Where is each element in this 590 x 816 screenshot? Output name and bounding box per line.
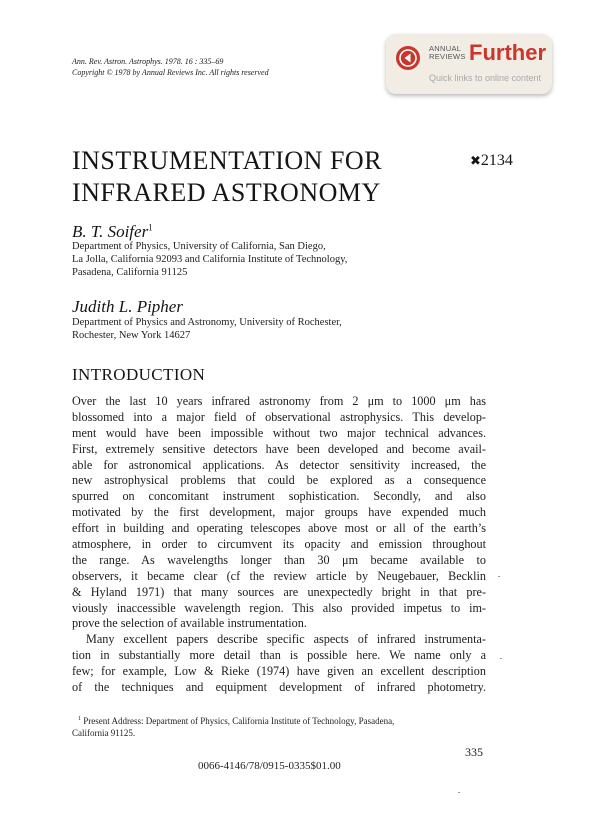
scan-speck <box>500 658 502 659</box>
author-1-footnote-mark: 1 <box>148 222 153 233</box>
banner-publisher <box>429 45 469 61</box>
footnote <box>72 713 490 739</box>
citation-line-1: Ann. Rev. Astron. Astrophys. 1978. 16 : 335–69 <box>72 57 224 66</box>
affiliation-line: Rochester, New York 14627 <box>72 330 191 341</box>
footnote-mark: 1 <box>78 716 81 722</box>
further-banner[interactable] <box>386 34 552 94</box>
catalog-stamp <box>470 152 513 170</box>
text-line: atmosphere, in order to circumvent its opacity and emission throughout <box>72 537 486 552</box>
footnote-line: California 91125. <box>72 728 136 738</box>
text-line: tion in substantially more detail than is possible here. We name only a <box>72 648 486 663</box>
text-line: prove the selection of available instrumentation. <box>72 616 307 631</box>
citation-line-2: Copyright © 1978 by Annual Reviews Inc. All rights reserved <box>72 68 269 77</box>
text-line: ment would have been impossible without two major technical advances. <box>72 425 486 440</box>
text-line: observers, it became clear (cf the review article by Neugebauer, Becklin <box>72 568 486 583</box>
banner-reviews-label: REVIEWS <box>429 52 466 61</box>
text-line: motivated by the first development, major groups have expended much <box>72 505 486 520</box>
title-line-2: INFRARED ASTRONOMY <box>72 178 381 207</box>
author-1-name: B. T. Soifer <box>72 222 149 241</box>
text-line: spurred on concomitant instrument sophistication. Secondly, and also <box>72 489 486 504</box>
cross-mark-icon: ✖ <box>470 153 481 168</box>
text-line: viously inaccessible wavelength region. This also provided impetus to im- <box>72 600 486 615</box>
page-number: 335 <box>465 745 483 759</box>
author-name <box>72 222 153 242</box>
section-heading: INTRODUCTION <box>72 365 206 384</box>
text-line: effort in building and operating telescopes above most or all of the earth’s <box>72 521 486 536</box>
article-title <box>72 145 382 209</box>
body-text <box>72 394 486 696</box>
text-line: First, extremely sensitive detectors have been developed and become avail- <box>72 441 486 456</box>
text-line: able for astronomical applications. As detector sensitivity increased, the <box>72 457 486 472</box>
author-affiliation <box>72 316 342 342</box>
text-line: blossomed into a major field of observational astrophysics. This develop- <box>72 409 486 424</box>
document-code: 0066-4146/78/0915-0335$01.00 <box>198 760 341 772</box>
text-line: of the techniques and equipment development of infrared photometry. <box>72 680 486 695</box>
text-line: Many excellent papers describe specific aspects of infrared instrumenta- <box>86 632 486 647</box>
author-2-name: Judith L. Pipher <box>72 297 183 316</box>
play-back-icon <box>396 46 420 70</box>
banner-subtitle: Quick links to online content <box>429 73 542 83</box>
affiliation-line: Pasadena, California 91125 <box>72 267 188 278</box>
text-line: new astrophysical problems that could be explored as a consequence <box>72 473 486 488</box>
scan-speck <box>458 792 460 793</box>
text-line: the range. As wavelengths longer than 30 μm became available to <box>72 552 486 567</box>
affiliation-line: La Jolla, California 92093 and California Institute of Technology, <box>72 254 348 265</box>
banner-further-label: Further <box>469 40 546 65</box>
title-line-1: INSTRUMENTATION FOR <box>72 146 383 175</box>
stamp-number: 2134 <box>480 152 513 169</box>
affiliation-line: Department of Physics and Astronomy, University of Rochester, <box>72 317 342 328</box>
banner-annual-label: ANNUAL <box>429 44 462 53</box>
author-affiliation <box>72 240 347 279</box>
journal-citation <box>72 56 269 78</box>
text-line: few; for example, Low & Rieke (1974) have given an excellent description <box>72 664 486 679</box>
author-name <box>72 297 183 317</box>
text-line: Over the last 10 years infrared astronomy from 2 μm to 1000 μm has <box>72 394 486 408</box>
affiliation-line: Department of Physics, University of California, San Diego, <box>72 241 326 252</box>
footnote-line: Present Address: Department of Physics, California Institute of Technology, Pasadena, <box>83 716 395 726</box>
scan-speck <box>498 576 500 577</box>
text-line: & Hyland 1971) that many sources are unexpectedly bright in that pre- <box>72 584 486 599</box>
